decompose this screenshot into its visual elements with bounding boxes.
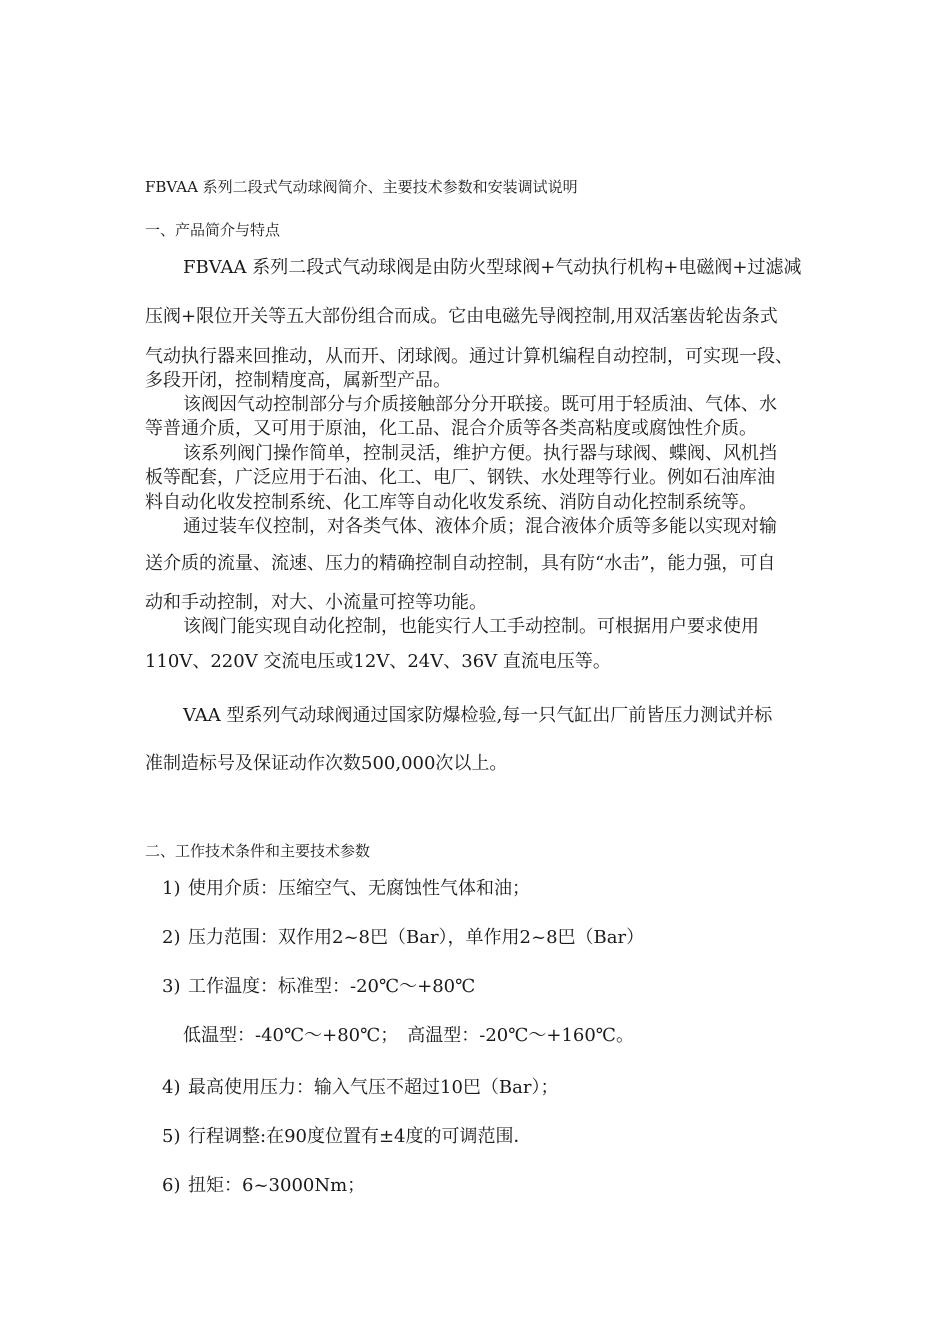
spec-number: 3): [162, 976, 181, 997]
spec-number: 2): [162, 927, 181, 948]
paragraph-line: 板等配套，广泛应用于石油、化工、电厂、钢铁、水处理等行业。例如石油库油: [145, 467, 775, 488]
section-heading-specs: 二、工作技术条件和主要技术参数: [145, 842, 371, 860]
paragraph-line: 准制造标号及保证动作次数500,000次以上。: [145, 753, 508, 774]
spec-text: 使用介质：压缩空气、无腐蚀性气体和油；: [188, 878, 530, 899]
spec-text: 扭矩：6~3000Nm；: [188, 1175, 366, 1196]
paragraph-line: 该阀门能实现自动化控制，也能实行人工手动控制。可根据用户要求使用: [183, 616, 759, 637]
spec-text: 压力范围：双作用2~8巴（Bar），单作用2~8巴（Bar）: [188, 927, 645, 948]
paragraph-line: 110V、220V 交流电压或12V、24V、36V 直流电压等。: [145, 651, 611, 672]
spec-number: 4): [162, 1077, 181, 1098]
spec-text: 最高使用压力：输入气压不超过10巴（Bar）；: [188, 1077, 559, 1098]
spec-item: [162, 923, 644, 949]
paragraph-line: 料自动化收发控制系统、化工库等自动化收发系统、消防自动化控制系统等。: [145, 492, 757, 513]
paragraph-line: 通过装车仪控制，对各类气体、液体介质；混合液体介质等多能以实现对输: [183, 516, 777, 537]
spec-number: 6): [162, 1175, 181, 1196]
paragraph-line: 气动执行器来回推动，从而开、闭球阀。通过计算机编程自动控制，可实现一段、: [145, 346, 793, 367]
paragraph-line: 等普通介质，又可用于原油，化工品、混合介质等各类高粘度或腐蚀性介质。: [145, 418, 757, 439]
paragraph-line: 动和手动控制，对大、小流量可控等功能。: [145, 592, 487, 613]
paragraph-line: 多段开闭，控制精度高，属新型产品。: [145, 370, 451, 391]
spec-item: [162, 1073, 558, 1099]
spec-number: 5): [162, 1126, 181, 1147]
spec-text: 低温型：-40℃～+80℃； 高温型：-20℃～+160℃。: [183, 1025, 634, 1046]
paragraph-line: 该系列阀门操作简单，控制灵活，维护方便。执行器与球阀、蝶阀、风机挡: [183, 443, 777, 464]
spec-item: [162, 1122, 532, 1148]
spec-item: [162, 874, 530, 900]
paragraph-line: VAA 型系列气动球阀通过国家防爆检验,每一只气缸出厂前皆压力测试并标: [183, 705, 773, 726]
spec-item: [162, 1171, 365, 1197]
paragraph-line: FBVAA 系列二段式气动球阀是由防火型球阀+气动执行机构+电磁阀+过滤减: [183, 257, 802, 278]
paragraph-line: 送介质的流量、流速、压力的精确控制自动控制，具有防“水击”，能力强，可自: [145, 553, 776, 574]
paragraph-line: 压阀+限位开关等五大部份组合而成。它由电磁先导阀控制,用双活塞齿轮齿条式: [145, 306, 778, 327]
section-heading-intro: 一、产品简介与特点: [145, 221, 281, 239]
document-title: FBVAA 系列二段式气动球阀简介、主要技术参数和安装调试说明: [145, 178, 578, 196]
spec-text: 行程调整:在90度位置有±4度的可调范围．: [188, 1126, 532, 1147]
spec-item: [162, 972, 475, 998]
spec-text: 工作温度：标准型：-20℃～+80℃: [188, 976, 476, 997]
spec-number: 1): [162, 878, 181, 899]
paragraph-line: 该阀因气动控制部分与介质接触部分分开联接。既可用于轻质油、气体、水: [183, 394, 777, 415]
spec-item-continuation: [183, 1021, 634, 1047]
